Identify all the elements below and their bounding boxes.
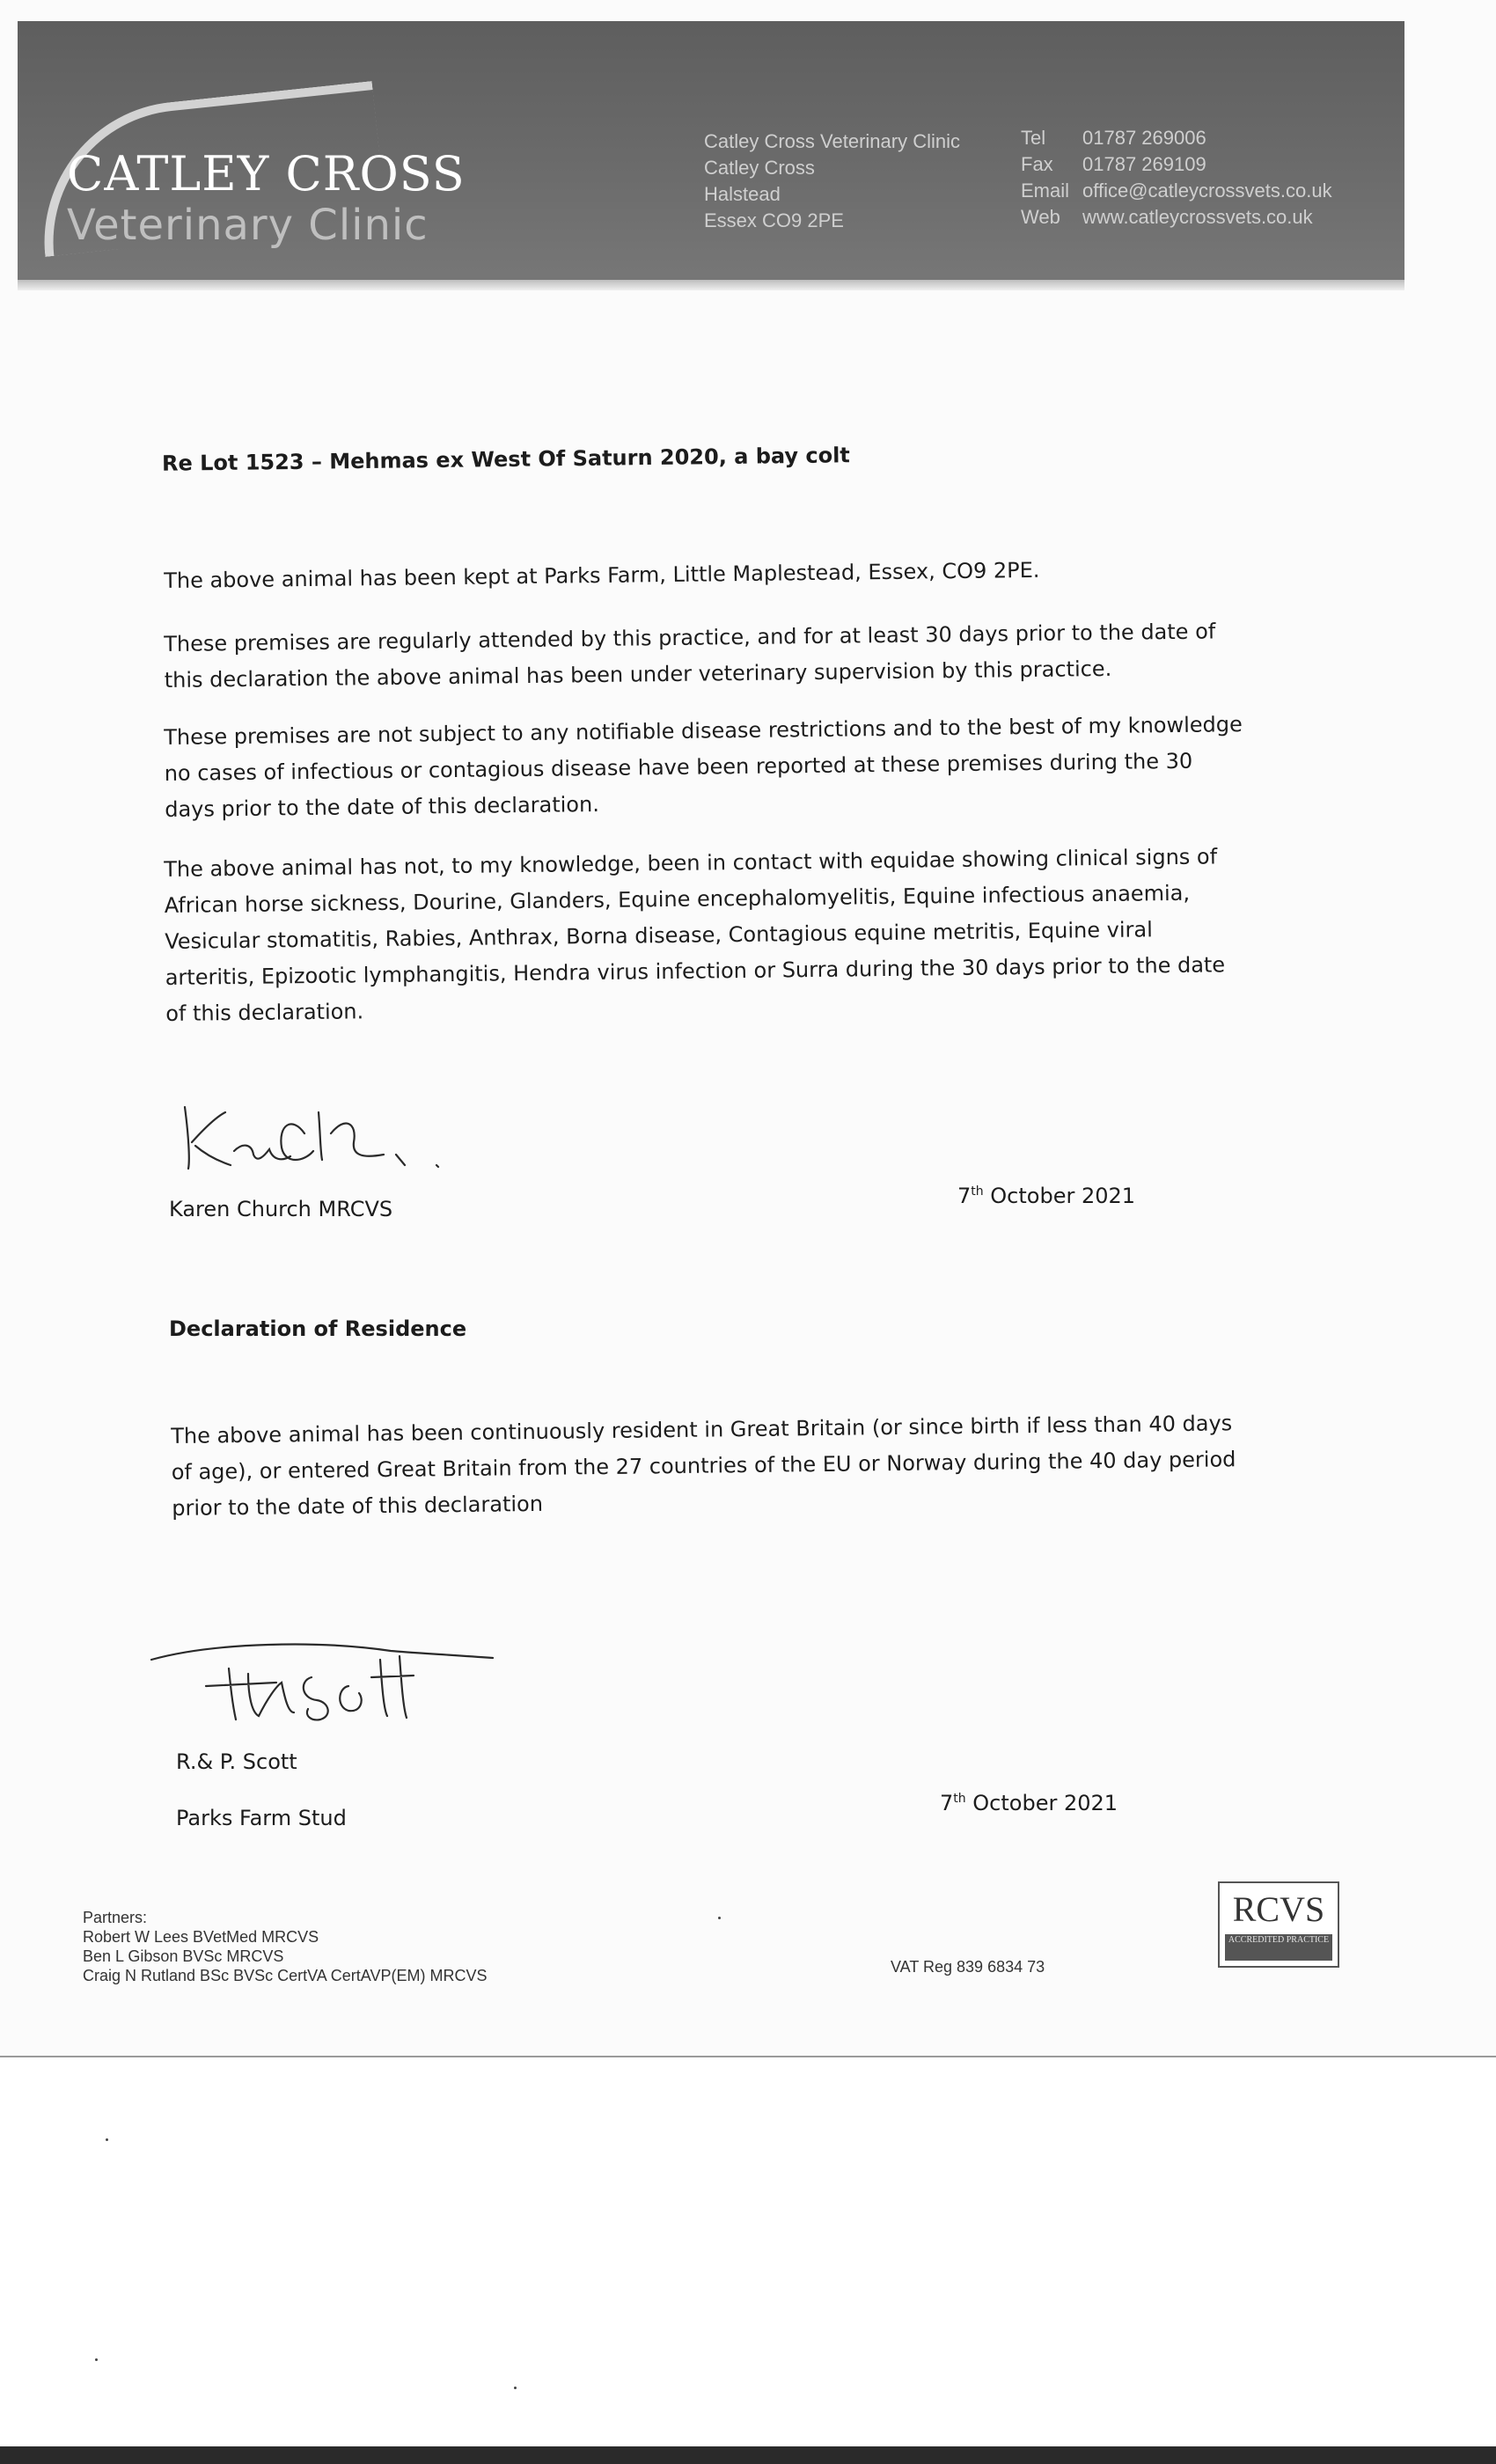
stud-name: Parks Farm Stud bbox=[176, 1806, 347, 1830]
contact-value: 01787 269109 bbox=[1082, 153, 1206, 175]
address-line: Essex CO9 2PE bbox=[704, 209, 844, 231]
owner-name: R.& P. Scott bbox=[176, 1749, 297, 1774]
contact-label: Web bbox=[1021, 206, 1060, 228]
scan-speck bbox=[718, 1917, 721, 1919]
letterhead-shadow bbox=[18, 280, 1404, 290]
residence-heading: Declaration of Residence bbox=[169, 1316, 467, 1341]
contact-label: Tel bbox=[1021, 127, 1046, 149]
vat-registration: VAT Reg 839 6834 73 bbox=[891, 1958, 1045, 1976]
contact-fax bbox=[1021, 151, 1332, 178]
vet-name: Karen Church MRCVS bbox=[169, 1197, 393, 1221]
date-month-year: October 2021 bbox=[965, 1791, 1118, 1815]
logo-title: CATLEY CROSS bbox=[67, 146, 466, 202]
clinic-address bbox=[704, 128, 960, 234]
partners-list bbox=[83, 1908, 487, 1985]
date-day: 7 bbox=[957, 1184, 972, 1208]
contact-value: 01787 269006 bbox=[1082, 127, 1206, 149]
partner-entry: Craig N Rutland BSc BVSc CertVA CertAVP(EM) MRCVS bbox=[83, 1967, 488, 1984]
date-day: 7 bbox=[940, 1791, 954, 1815]
contact-value: office@catleycrossvets.co.uk bbox=[1082, 180, 1332, 202]
contact-value: www.catleycrossvets.co.uk bbox=[1082, 206, 1313, 228]
clinic-contacts bbox=[1021, 125, 1332, 231]
partner-entry: Robert W Lees BVetMed MRCVS bbox=[83, 1928, 319, 1946]
vet-signature-date bbox=[957, 1174, 1135, 1214]
contact-tel bbox=[1021, 125, 1332, 151]
paragraph-restrictions: These premises are not subject to any notifiable disease restrictions and to the best of my knowledge no cases of infectious or contagious disease have been reported at these premises during the 30 days prior to the date of this declaration. bbox=[164, 712, 1243, 822]
address-line: Halstead bbox=[704, 183, 781, 205]
scan-speck bbox=[514, 2387, 517, 2389]
owner-handwritten-signature bbox=[144, 1624, 496, 1730]
address-line: Catley Cross bbox=[704, 157, 815, 179]
residence-paragraph: The above animal has been continuously resident in Great Britain (or since birth if less than 40 days of age), or entered Great Britain from the 27 countries of the EU or Norway during the 40 day period prior to the date of this declaration bbox=[171, 1411, 1236, 1521]
date-suffix: th bbox=[953, 1792, 966, 1806]
rcvs-badge-tagline: ACCREDITED PRACTICE bbox=[1225, 1934, 1332, 1961]
date-month-year: October 2021 bbox=[983, 1184, 1136, 1208]
rcvs-badge-word: RCVS bbox=[1232, 1889, 1325, 1929]
subject-line: Re Lot 1523 – Mehmas ex West Of Saturn 2020, a bay colt bbox=[161, 443, 850, 476]
logo-subtitle: Veterinary Clinic bbox=[67, 201, 429, 250]
contact-email bbox=[1021, 178, 1332, 204]
paragraph-supervision: These premises are regularly attended by this practice, and for at least 30 days prior to the date of this declaration the above animal has been under veterinary supervision by this practice. bbox=[164, 619, 1216, 693]
date-suffix: th bbox=[971, 1184, 984, 1199]
scanner-edge bbox=[0, 2446, 1496, 2464]
contact-label: Fax bbox=[1021, 153, 1053, 175]
contact-label: Email bbox=[1021, 180, 1070, 202]
rcvs-accreditation-badge bbox=[1218, 1881, 1339, 1968]
contact-web bbox=[1021, 204, 1332, 231]
address-line: Catley Cross Veterinary Clinic bbox=[704, 130, 960, 152]
scan-speck bbox=[95, 2358, 98, 2361]
vet-handwritten-signature bbox=[172, 1081, 472, 1186]
paragraph-contact-diseases: The above animal has not, to my knowledge, been in contact with equidae showing clinical signs of African horse sickness, Dourine, Glanders, Equine encephalomyelitis, Equine infectious anaemia, Vesicular stomatitis, Rabies, Anthrax, Borna disease, Contagious equine metritis, Equine viral arteritis, Epizootic lymphangitis, Hendra virus infection or Surra during the 30 days prior to the date of this declaration. bbox=[164, 844, 1226, 1026]
paragraph-premises: The above animal has been kept at Parks Farm, Little Maplestead, Essex, CO9 2PE. bbox=[164, 557, 1040, 593]
scan-speck bbox=[106, 2138, 108, 2141]
partner-entry: Ben L Gibson BVSc MRCVS bbox=[83, 1947, 284, 1965]
owner-signature-date bbox=[940, 1781, 1118, 1822]
partners-label: Partners: bbox=[83, 1909, 148, 1926]
